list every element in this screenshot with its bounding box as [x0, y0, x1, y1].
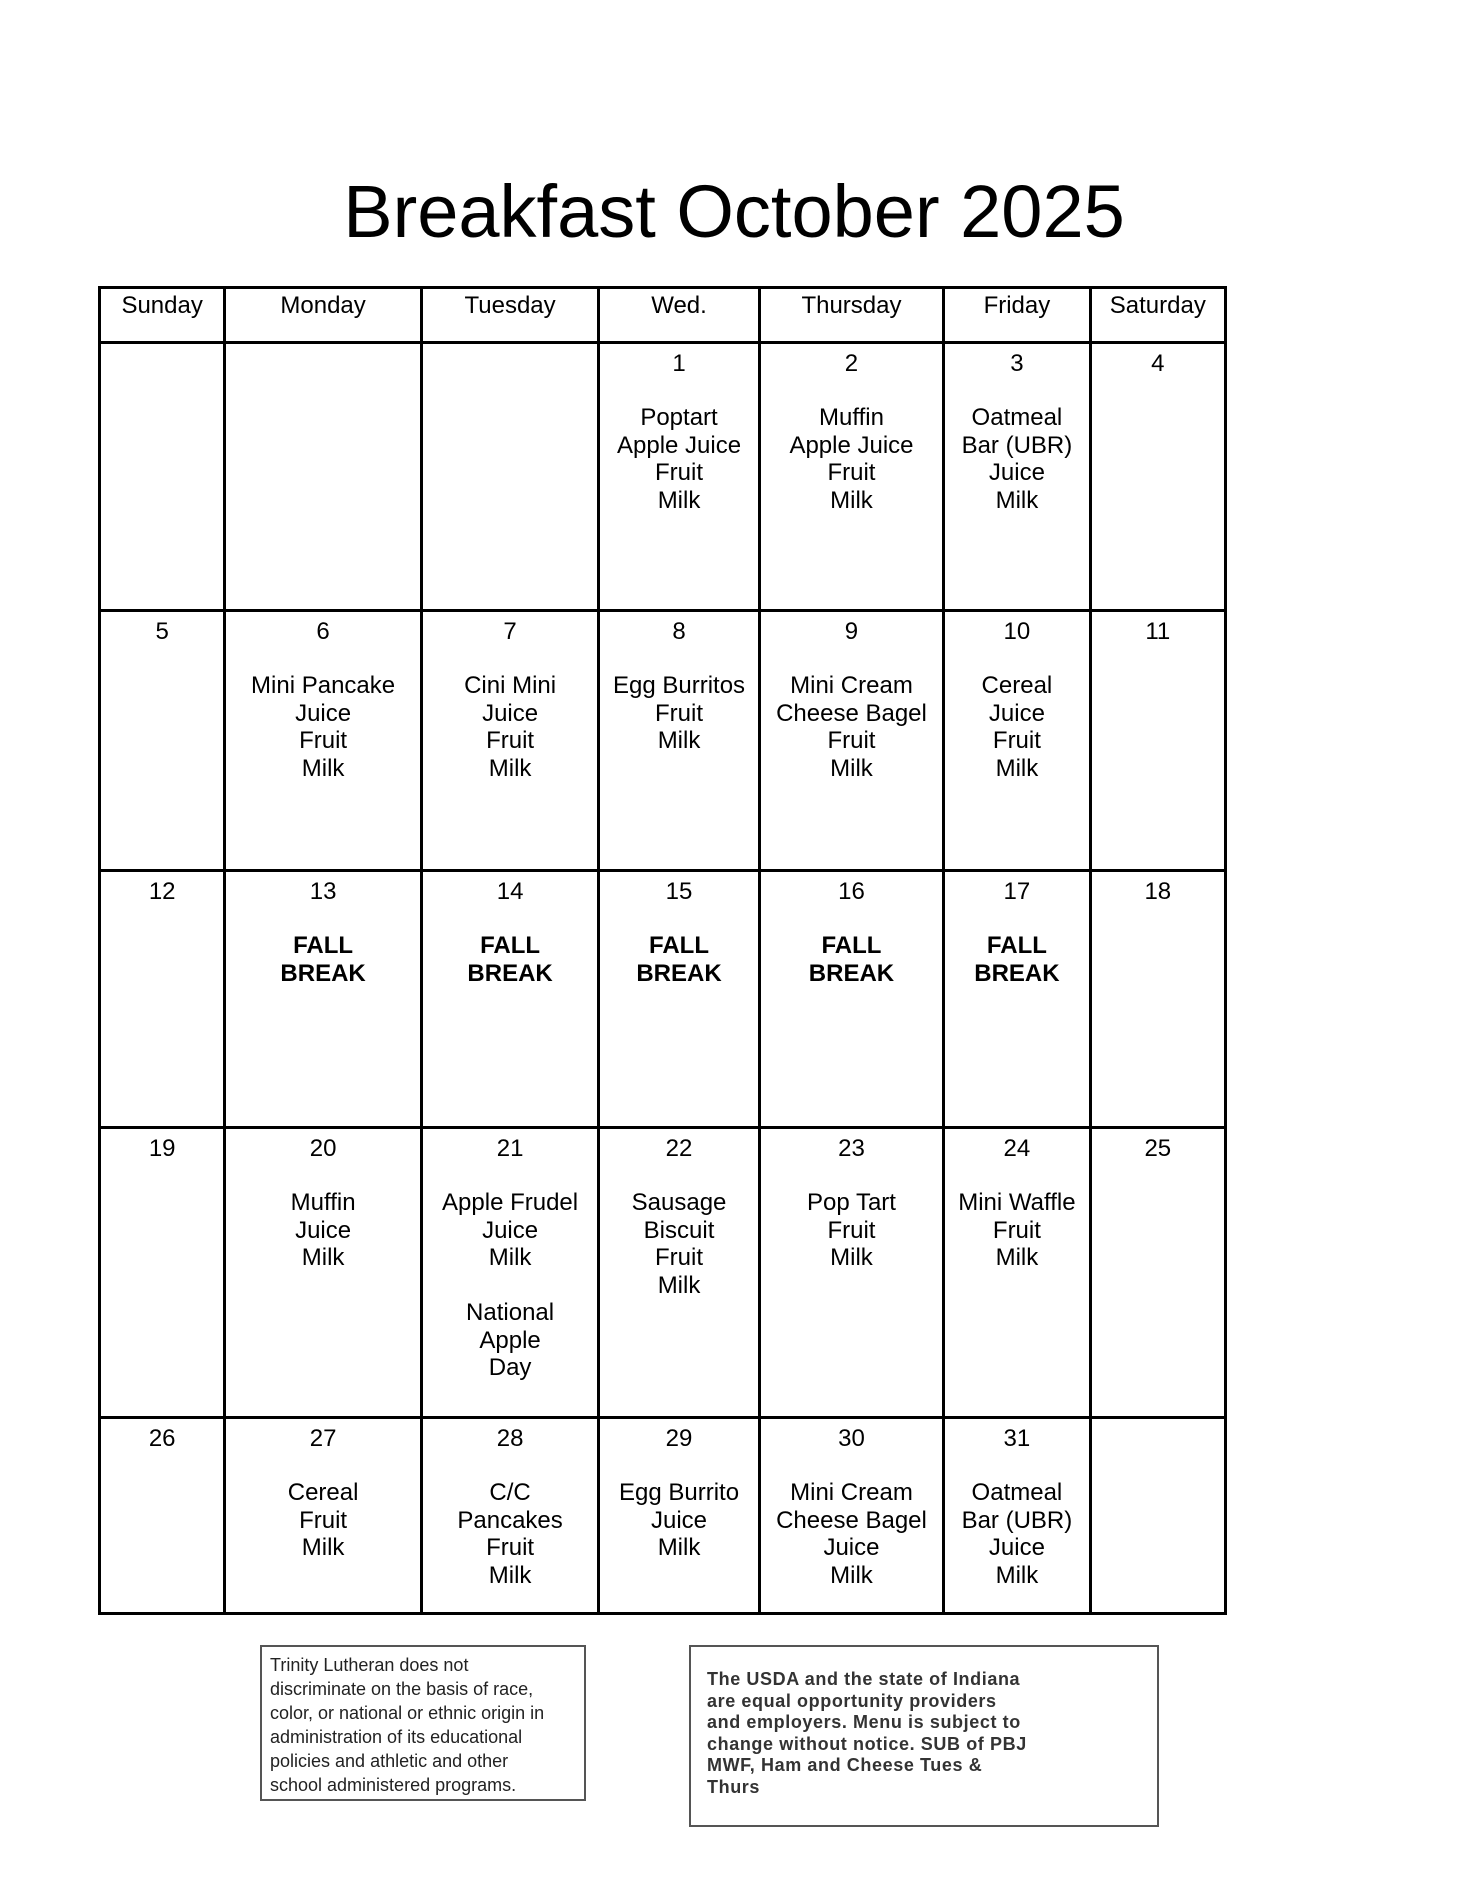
day-number: 13	[309, 878, 337, 905]
day-number: 19	[148, 1135, 176, 1162]
menu-item: BREAK	[467, 959, 553, 987]
day-cell	[1090, 611, 1225, 871]
day-cell	[944, 1128, 1090, 1418]
notice-line: change without notice. SUB of PBJ	[707, 1733, 1027, 1754]
menu-items	[226, 932, 420, 987]
menu-item: Milk	[488, 754, 532, 782]
day-cell	[599, 1128, 759, 1418]
day-cell	[944, 1418, 1090, 1614]
menu-item: National	[466, 1299, 555, 1326]
menu-items	[761, 932, 942, 987]
menu-items	[945, 932, 1088, 987]
menu-item: Milk	[830, 754, 873, 782]
day-cell	[1090, 1418, 1225, 1614]
weekday-header: Wed.	[599, 288, 759, 343]
menu-item: Milk	[301, 754, 345, 782]
day-number: 17	[1003, 878, 1031, 905]
menu-items	[226, 1479, 420, 1562]
day-cell	[100, 1418, 225, 1614]
week-row	[100, 1128, 1226, 1418]
day-cell	[759, 611, 943, 871]
menu-item: Milk	[657, 727, 701, 754]
day-cell	[421, 343, 598, 611]
day-number: 4	[1151, 350, 1165, 377]
menu-item: Milk	[995, 754, 1039, 782]
menu-item: Cini Mini	[464, 672, 557, 699]
weekday-header: Friday	[944, 288, 1090, 343]
day-cell	[599, 1418, 759, 1614]
menu-item: Apple	[479, 1326, 541, 1354]
day-number: 6	[316, 618, 330, 645]
day-number: 29	[665, 1425, 693, 1452]
menu-items	[423, 1189, 597, 1382]
menu-item: Fruit	[486, 727, 535, 754]
menu-item: Day	[488, 1354, 532, 1381]
menu-item: Cheese Bagel	[776, 699, 927, 727]
day-cell	[100, 1128, 225, 1418]
menu-item: Mini Pancake	[251, 672, 396, 699]
day-number: 26	[148, 1425, 176, 1452]
menu-items	[423, 1479, 597, 1589]
day-cell	[944, 611, 1090, 871]
day-number: 30	[838, 1425, 865, 1452]
menu-item: Juice	[988, 459, 1045, 486]
menu-item: Juice	[651, 1506, 708, 1534]
day-number: 25	[1144, 1135, 1172, 1162]
notice-line: discriminate on the basis of race,	[270, 1679, 534, 1699]
menu-items	[600, 1479, 757, 1562]
menu-item: Juice	[988, 699, 1045, 727]
menu-item: FALL	[480, 932, 541, 959]
menu-item: Muffin	[290, 1189, 356, 1216]
menu-item: Milk	[995, 1561, 1039, 1589]
menu-items	[761, 1479, 942, 1589]
day-cell	[100, 611, 225, 871]
menu-item: Fruit	[655, 699, 704, 727]
menu-item: Apple Juice	[789, 431, 914, 459]
day-cell	[225, 343, 422, 611]
nondiscrimination-notice	[260, 1645, 586, 1801]
menu-item: Milk	[488, 1244, 532, 1271]
day-cell	[759, 1128, 943, 1418]
menu-item: Milk	[657, 486, 701, 514]
menu-items	[945, 672, 1088, 782]
menu-gap	[423, 1272, 597, 1300]
weekday-header: Thursday	[759, 288, 943, 343]
menu-item: Cheese Bagel	[776, 1506, 927, 1534]
day-cell	[100, 343, 225, 611]
day-number: 3	[1010, 350, 1024, 377]
day-number	[423, 350, 597, 378]
week-row	[100, 611, 1226, 871]
day-number: 18	[1144, 878, 1172, 905]
notice-line: and employers. Menu is subject to	[707, 1712, 1021, 1732]
menu-item: Milk	[830, 1561, 873, 1589]
menu-item: Fruit	[299, 1506, 348, 1534]
menu-items	[945, 404, 1088, 514]
menu-item: BREAK	[974, 959, 1060, 987]
day-number: 11	[1145, 618, 1171, 645]
day-cell	[225, 871, 422, 1128]
menu-item: Cereal	[981, 672, 1053, 699]
menu-item: Pancakes	[457, 1506, 563, 1534]
day-number	[226, 350, 420, 378]
menu-item: Milk	[301, 1534, 345, 1561]
day-cell	[599, 871, 759, 1128]
day-cell	[944, 871, 1090, 1128]
menu-item: Fruit	[655, 459, 704, 486]
menu-item: Biscuit	[643, 1216, 715, 1244]
day-cell	[225, 1128, 422, 1418]
menu-items	[600, 932, 757, 987]
notice-line: administration of its educational	[270, 1727, 523, 1747]
notice-line: school administered programs.	[270, 1775, 517, 1795]
menu-item: Bar (UBR)	[961, 431, 1073, 459]
day-cell	[225, 611, 422, 871]
day-cell	[759, 1418, 943, 1614]
day-cell	[944, 343, 1090, 611]
day-number: 7	[503, 618, 517, 645]
menu-item: Milk	[657, 1271, 701, 1299]
notice-line: policies and athletic and other	[270, 1751, 509, 1771]
menu-item: Fruit	[486, 1534, 535, 1561]
menu-item: Milk	[995, 486, 1039, 514]
day-number: 27	[309, 1425, 337, 1452]
menu-item: C/C	[489, 1479, 531, 1506]
menu-item: Poptart	[640, 404, 718, 431]
day-number: 2	[844, 350, 859, 377]
menu-item: Bar (UBR)	[961, 1506, 1073, 1534]
menu-items	[761, 672, 942, 782]
menu-item: Oatmeal	[971, 404, 1063, 431]
calendar-grid	[98, 286, 1227, 1615]
day-cell	[1090, 343, 1225, 611]
day-cell	[421, 871, 598, 1128]
day-number: 14	[496, 878, 524, 905]
day-cell	[759, 343, 943, 611]
menu-item: Fruit	[827, 459, 876, 486]
menu-item: Fruit	[299, 727, 348, 754]
day-cell	[225, 1418, 422, 1614]
day-cell	[421, 1128, 598, 1418]
menu-item: FALL	[293, 932, 354, 959]
menu-item: Mini Cream	[790, 672, 913, 699]
menu-items	[423, 672, 597, 782]
weekday-header: Tuesday	[421, 288, 598, 343]
menu-item: Cereal	[287, 1479, 359, 1506]
menu-item: Fruit	[655, 1244, 704, 1271]
notice-line: color, or national or ethnic origin in	[270, 1703, 545, 1723]
week-row	[100, 1418, 1226, 1614]
menu-item: Juice	[988, 1534, 1045, 1561]
notice-line: MWF, Ham and Cheese Tues &	[707, 1755, 983, 1775]
menu-item: Egg Burritos	[612, 672, 746, 699]
day-cell	[1090, 871, 1225, 1128]
day-number: 28	[496, 1425, 524, 1452]
menu-item: FALL	[986, 932, 1047, 959]
menu-item: Mini Cream	[790, 1479, 913, 1506]
day-number: 21	[496, 1135, 524, 1162]
menu-item: Apple Frudel	[442, 1189, 579, 1216]
notice-line: The USDA and the state of Indiana	[707, 1669, 1021, 1689]
menu-items	[761, 1189, 942, 1272]
menu-item: Juice	[482, 1216, 539, 1244]
menu-items	[226, 1189, 420, 1272]
menu-item: Fruit	[827, 1216, 876, 1244]
notice-line: Thurs	[707, 1776, 761, 1797]
weekday-header-row	[100, 288, 1226, 343]
notice-line: Trinity Lutheran does not	[270, 1655, 469, 1675]
menu-items	[945, 1479, 1088, 1589]
weekday-header: Monday	[225, 288, 422, 343]
menu-item: Oatmeal	[971, 1479, 1063, 1506]
day-number	[1092, 1425, 1224, 1453]
menu-item: Sausage	[631, 1189, 727, 1216]
day-cell	[421, 1418, 598, 1614]
menu-item: Milk	[657, 1534, 701, 1561]
day-number: 1	[672, 350, 686, 377]
weekday-header: Saturday	[1090, 288, 1225, 343]
day-number: 23	[838, 1135, 865, 1162]
menu-item: FALL	[649, 932, 710, 959]
weekday-header: Sunday	[100, 288, 225, 343]
menu-item: BREAK	[808, 959, 895, 987]
day-number: 20	[309, 1135, 337, 1162]
day-number: 24	[1003, 1135, 1031, 1162]
day-number: 15	[665, 878, 693, 905]
menu-item: Milk	[830, 486, 873, 514]
menu-item: BREAK	[636, 959, 722, 987]
day-cell	[421, 611, 598, 871]
menu-item: FALL	[821, 932, 882, 959]
day-cell	[1090, 1128, 1225, 1418]
day-number: 22	[665, 1135, 693, 1162]
menu-item: Milk	[488, 1561, 532, 1589]
day-number: 9	[844, 618, 859, 645]
menu-item: Juice	[295, 1216, 352, 1244]
menu-item: Milk	[301, 1244, 345, 1271]
page-title: Breakfast October 2025	[343, 170, 1125, 253]
day-number: 12	[148, 878, 176, 905]
day-number: 5	[155, 618, 169, 645]
day-cell	[759, 871, 943, 1128]
week-row	[100, 871, 1226, 1128]
menu-items	[600, 1189, 757, 1299]
menu-item: Milk	[830, 1244, 873, 1271]
notice-line: are equal opportunity providers	[707, 1690, 997, 1711]
menu-item: Muffin	[819, 404, 884, 431]
day-cell	[100, 871, 225, 1128]
menu-item: Fruit	[992, 727, 1041, 754]
menu-item: Egg Burrito	[618, 1479, 740, 1506]
menu-item: Mini Waffle	[958, 1189, 1076, 1216]
menu-item: Milk	[995, 1244, 1039, 1271]
menu-items	[423, 932, 597, 987]
menu-items	[761, 404, 942, 514]
menu-item: Juice	[482, 699, 539, 727]
menu-item: Fruit	[992, 1216, 1041, 1244]
menu-items	[226, 672, 420, 782]
menu-item: BREAK	[280, 959, 366, 987]
day-cell	[599, 611, 759, 871]
day-number	[101, 350, 223, 378]
week-row	[100, 343, 1226, 611]
day-number: 16	[838, 878, 865, 905]
day-number: 31	[1003, 1425, 1031, 1452]
menu-item: Apple Juice	[616, 431, 742, 459]
menu-item: Pop Tart	[807, 1189, 896, 1216]
menu-item: Juice	[823, 1534, 880, 1561]
day-number: 8	[672, 618, 686, 645]
menu-item: Fruit	[827, 727, 876, 754]
menu-items	[600, 672, 757, 755]
menu-items	[945, 1189, 1088, 1272]
day-number: 10	[1003, 618, 1031, 645]
day-cell	[599, 343, 759, 611]
menu-items	[600, 404, 757, 514]
menu-item: Juice	[295, 699, 352, 727]
usda-notice	[689, 1645, 1159, 1827]
